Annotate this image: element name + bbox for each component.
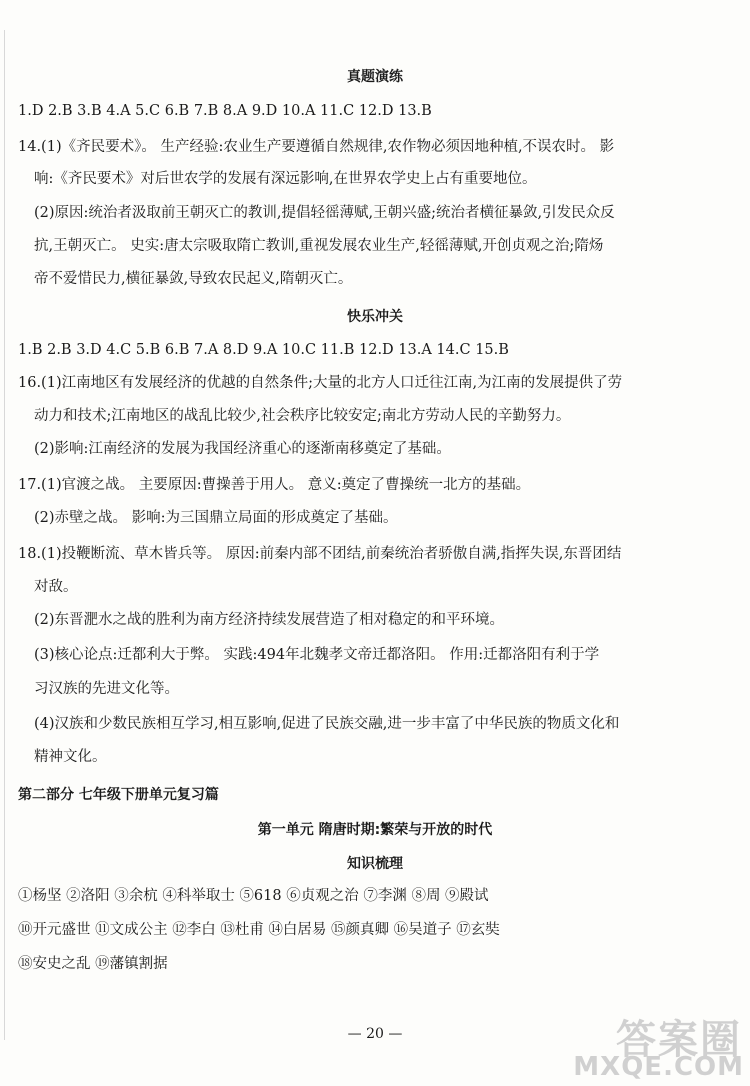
knowledge-row-2: ⑩开元盛世 ⑪文成公主 ⑫李白 ⑬杜甫 ⑭白居易 ⑮颜真卿 ⑯吴道子 ⑰玄奘 <box>18 922 500 938</box>
knowledge-summary-title: 知识梳理 <box>347 856 403 872</box>
q18-part4-line2: 精神文化。 <box>34 749 107 765</box>
page-number: — 20 — <box>347 1026 403 1042</box>
q14-part1-line2: 响:《齐民要术》对后世农学的发展有深远影响,在世界农学史上占有重要地位。 <box>34 171 537 187</box>
q16-part2: (2)影响:江南经济的发展为我国经济重心的逐渐南移奠定了基础。 <box>34 441 451 457</box>
q17-part1: 17.(1)官渡之战。 主要原因:曹操善于用人。 意义:奠定了曹操统一北方的基础。 <box>18 477 531 493</box>
q14-part2-line3: 帝不爱惜民力,横征暴敛,导致农民起义,隋朝灭亡。 <box>34 271 353 287</box>
q14-part2-line2: 抗,王朝灭亡。 史实:唐太宗吸取隋亡教训,重视发展农业生产,轻徭薄赋,开创贞观之治;隋炀 <box>34 238 604 254</box>
q18-part2: (2)东晋淝水之战的胜利为南方经济持续发展营造了相对稳定的和平环境。 <box>34 612 505 628</box>
q18-part3-line2: 习汉族的先进文化等。 <box>34 681 179 697</box>
page-edge-line <box>4 30 5 1040</box>
heading-kuaile: 快乐冲关 <box>347 309 403 325</box>
q16-part1-line2: 动力和技术;江南地区的战乱比较少,社会秩序比较安定;南北方劳动人民的辛勤努力。 <box>34 408 571 424</box>
watermark-bottom-text: MXQE.COM <box>573 1052 744 1082</box>
q18-part1-line1: 18.(1)投鞭断流、草木皆兵等。 原因:前秦内部不团结,前秦统治者骄傲自满,指挥失误,东晋团结 <box>18 546 622 562</box>
heading-zhenti: 真题演练 <box>347 69 403 85</box>
zhenti-mc-answers: 1.D 2.B 3.B 4.A 5.C 6.B 7.B 8.A 9.D 10.A 11.C 12.D 13.B <box>18 103 432 119</box>
q16-part1-line1: 16.(1)江南地区有发展经济的优越的自然条件;大量的北方人口迁往江南,为江南的发展提供了劳 <box>18 375 623 391</box>
q14-part1-line1: 14.(1)《齐民要术》。 生产经验:农业生产要遵循自然规律,农作物必须因地种植,不误农时。 影 <box>18 139 615 155</box>
q18-part4-line1: (4)汉族和少数民族相互学习,相互影响,促进了民族交融,进一步丰富了中华民族的物质文化和 <box>34 716 620 732</box>
unit1-title: 第一单元 隋唐时期:繁荣与开放的时代 <box>257 822 493 838</box>
part2-title: 第二部分 七年级下册单元复习篇 <box>18 787 219 803</box>
kuaile-mc-answers: 1.B 2.B 3.D 4.C 5.B 6.B 7.A 8.D 9.A 10.C 11.B 12.D 13.A 14.C 15.B <box>18 342 509 358</box>
knowledge-row-1: ①杨坚 ②洛阳 ③余杭 ④科举取士 ⑤618 ⑥贞观之治 ⑦李渊 ⑧周 ⑨殿试 <box>18 888 489 904</box>
q17-part2: (2)赤壁之战。 影响:为三国鼎立局面的形成奠定了基础。 <box>34 510 398 526</box>
watermark-top-text: 答案圈 <box>616 1017 742 1063</box>
watermark-logo <box>573 1008 748 1084</box>
q18-part1-line2: 对敌。 <box>34 579 78 595</box>
q18-part3-line1: (3)核心论点:迁都利大于弊。 实践:494年北魏孝文帝迁都洛阳。 作用:迁都洛阳有利于学 <box>34 647 600 663</box>
knowledge-row-3: ⑱安史之乱 ⑲藩镇割据 <box>18 956 168 972</box>
q14-part2-line1: (2)原因:统治者汲取前王朝灭亡的教训,提倡轻徭薄赋,王朝兴盛;统治者横征暴敛,引发民众反 <box>34 205 615 221</box>
